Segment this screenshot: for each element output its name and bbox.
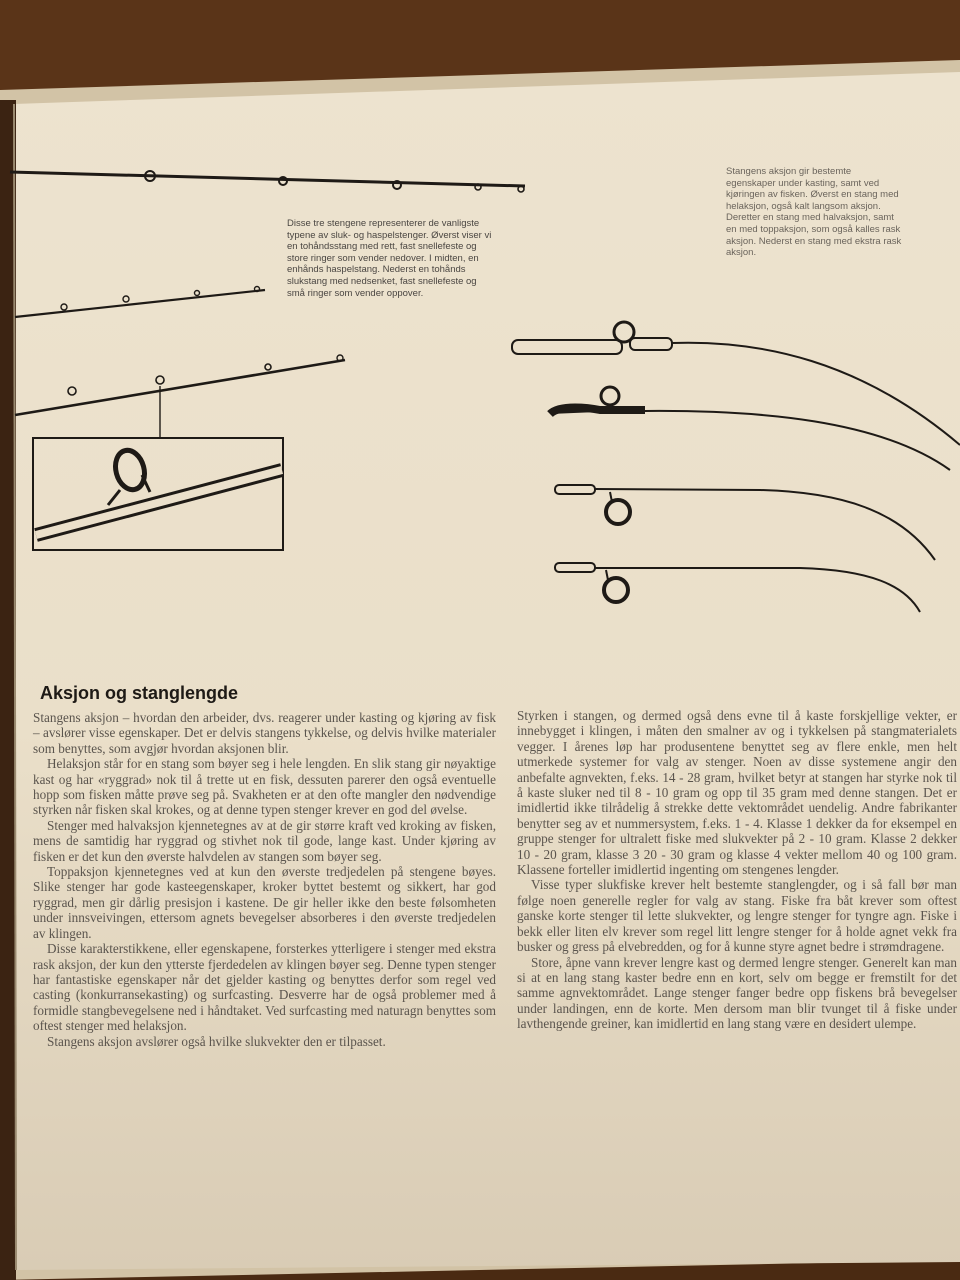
rod-extra-fast-action	[555, 563, 920, 612]
rod-half-action	[550, 387, 950, 470]
paragraph: Stangens aksjon avslører også hvilke slukvekter den er tilpasset.	[47, 1033, 386, 1049]
rod-full-action	[512, 322, 960, 445]
illustration-caption-right: Stangens aksjon gir bestemte egenskaper under kasting, samt ved kjøringen av fisken. Øverst en stang med helaksjon, også kalt langsom aksjon. Deretter en stang med halvaksjon, samt en med toppaksjon, som også kalles rask aksjon. Nederst en stang med ekstra rask aksjon.	[726, 166, 902, 259]
two-hand-rod-top	[10, 171, 525, 192]
paragraph: Helaksjon står for en stang som bøyer seg i hele lengden. En slik stang gir nøyaktige kast og har «ryggrad» nok til å trette ut en fisk, dessuten parerer den også eventuelle hopp som fisken måtte prøve seg på. Svakheten er at den ofte mangler den nødvendige styrken når fisken skal krokes, og at denne typen stenger krever en god del øvelse.	[33, 756, 496, 818]
ring-detail-inset	[33, 438, 283, 550]
right-text-column	[517, 708, 957, 1032]
paragraph: Disse karakterstikkene, eller egenskapene, forsterkes ytterligere i stenger med ekstra rask aksjon, der kun den ytterste fjerdedelen av klingen bøyer seg. Denne typen stenger har fantastiske egenskaper når det gjelder kasting og benyttes derfor som regel ved casting (konkurransekasting) og surfcasting. Desverre har de også problemer med å formidle stangbevegelsene ned i håndtaket. Ved surfcasting med naturagn benyttes som oftest stenger med helaksjon.	[33, 941, 496, 1034]
left-text-column	[33, 710, 496, 1049]
paragraph: Stangens aksjon – hvordan den arbeider, dvs. reagerer under kasting og kjøring av fisk – avslører visse egenskaper. Det er delvis stangens tykkelse, og delvis hvilke materialer som benyttes, som avgjør hvordan aksjonen blir.	[33, 710, 496, 756]
paragraph: Styrken i stangen, og dermed også dens evne til å kaste forskjellige vekter, er innebygget i klingen, i måten den smalner av og i tykkelsen på stangmaterialets vegger. I årenes løp har produsentene benyttet seg av flere enkle, men helt utmerkede systemer for valg av stenger. Noen av disse systemene angir den anbefalte agnvekten, f.eks. 14 - 28 gram, hvilket betyr at stangen har styrke nok til å kaste sluker ned til 8 - 10 gram og opp til 35 gram med denne stangen. Det er imidlertid ikke tilrådelig å strekke dette vektområdet uendelig. Andre fabrikanter benytter seg av et nummersystem, f.eks. 1 - 4. Klasse 1 dekker da for eksempel en gruppe stenger for ultralett fiske med slukvekter på 2 - 10 gram. Klasse 2 dekker 10 - 20 gram, klasse 3 20 - 30 gram og klasse 4 vekter mellom 40 og 100 gram. Klassene forteller imidlertid ingenting om stengenes lengder.	[517, 708, 957, 878]
one-hand-rod-middle	[15, 287, 265, 318]
illustration-caption-left: Disse tre stengene representerer de vanligste typene av sluk- og haspelstenger. Øverst viser vi en tohåndsstang med rett, fast snellefeste og store ringer som vender nedover. I midten, en enhånds haspelstang. Nederst en tohånds slukstang med nedsenket, fast snellefeste og små ringer som vender oppover.	[287, 218, 492, 299]
two-hand-rod-bottom	[15, 355, 345, 438]
rod-tip-action	[555, 485, 935, 560]
section-heading: Aksjon og stanglengde	[40, 683, 239, 703]
paragraph: Visse typer slukfiske krever helt bestemte stanglengder, og i så fall bør man følge noen generelle regler for valg av stang. Fiske fra båt krever som oftest ganske korte stenger til lette slukvekter, og lengre stenger for tyngre agn. Fiske i bekk eller liten elv krever som regel litt lengre stenger for å holde agnet vekk fra busker og gress på elvebredden, og for å kunne styre agnet bedre i strømdragene.	[517, 877, 957, 955]
paragraph: Toppaksjon kjennetegnes ved at kun den øverste tredjedelen på stengene bøyes. Slike stenger har gode kasteegenskaper, kroker byttet bestemt og sikkert, har god ryggrad, men gir dårlig presisjon i kastene. De gir heller ikke den beste følsomheten under innsveivingen, ettersom agnets bevegelser absorberes i den øverste tredjedelen av klingen.	[33, 864, 496, 941]
paragraph: Store, åpne vann krever lengre kast og dermed lengre stenger. Generelt kan man si at en lang stang kaster bedre enn en kort, selv om begge er fremstilt for det samme agnvektområdet. Lange stenger fanger bedre opp fiskens brå bevegelser under landingen, enn de korte. Men dersom man blir tvunget til å fiske under lavthengende greiner, kan imidlertid en lang stang være en desidert ulempe.	[517, 954, 957, 1032]
paragraph: Stenger med halvaksjon kjennetegnes av at de gir større kraft ved kroking av fisken, mens de samtidig har ryggrad og stivhet nok til gode, lange kast. Under kjøring av fisken er det kun den øverste halvdelen av stangen som bøyer seg.	[33, 817, 496, 864]
